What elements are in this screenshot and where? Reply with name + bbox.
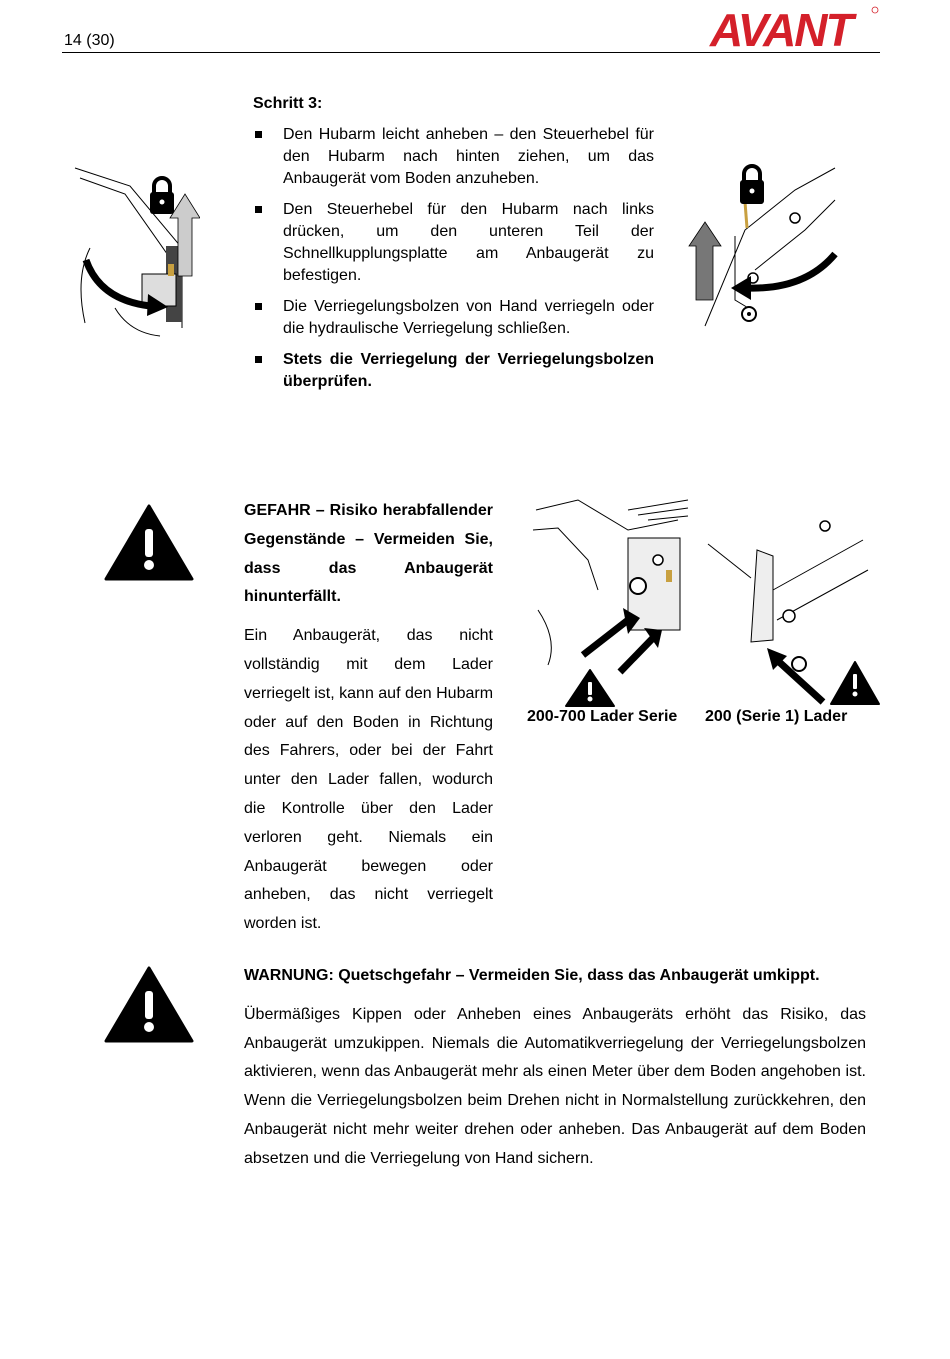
list-item: Die Verriegelungsbolzen von Hand verriegeln oder die hydraulische Verriegelung schließen. bbox=[253, 296, 654, 340]
danger-title: GEFAHR – Risiko herabfallender Gegenstände – Vermeiden Sie, dass das Anbaugerät hinunterfällt. bbox=[244, 502, 493, 606]
list-item: Den Hubarm leicht anheben – den Steuerhebel für den Hubarm nach hinten ziehen, um das Anbaugerät vom Boden anzuheben. bbox=[253, 124, 654, 190]
loader-photo-200-series-1 bbox=[703, 510, 883, 708]
warning-title: WARNUNG: Quetschgefahr – Vermeiden Sie, dass das Anbaugerät umkippt. bbox=[244, 967, 820, 984]
padlock-icon bbox=[740, 166, 764, 204]
lift-illustration-left bbox=[70, 158, 200, 340]
up-arrow-icon bbox=[689, 222, 721, 300]
avant-logo bbox=[706, 4, 882, 50]
logo-text: AVANT bbox=[710, 4, 852, 50]
header-rule bbox=[62, 52, 880, 53]
warning-triangle-icon bbox=[831, 662, 879, 704]
loader-photo-200-700 bbox=[528, 490, 692, 708]
list-item: Den Steuerhebel für den Hubarm nach links drücken, um den unteren Teil der Schnellkupplungsplatte am Anbaugerät zu befestigen. bbox=[253, 199, 654, 287]
danger-body: Ein Anbaugerät, das nicht vollständig mit dem Lader verriegelt ist, kann auf den Hubarm oder auf den Boden in Richtung des Fahrers, oder bei der Fahrt unter den Lader fallen, wodurch die Kontrolle über den Lader verloren geht. Niemals ein Anbaugerät bewegen oder anheben, das nicht verriegelt worden ist. bbox=[244, 627, 494, 933]
bullet-square-icon bbox=[255, 206, 262, 213]
bullet-square-icon bbox=[255, 356, 262, 363]
lift-illustration-right bbox=[685, 160, 845, 332]
caption-200-series-1: 200 (Serie 1) Lader bbox=[705, 708, 848, 725]
curved-arrow-icon bbox=[747, 254, 835, 288]
danger-section bbox=[244, 497, 493, 939]
caption-200-700: 200-700 Lader Serie bbox=[527, 708, 678, 725]
step-title: Schritt 3: bbox=[253, 95, 323, 112]
curved-arrow-icon bbox=[86, 260, 150, 306]
step-bullet-list bbox=[253, 124, 654, 402]
bullet-square-icon bbox=[255, 131, 262, 138]
warning-triangle-icon bbox=[104, 503, 194, 581]
padlock-icon bbox=[150, 178, 174, 214]
page-number: 14 (30) bbox=[64, 32, 115, 49]
bullet-square-icon bbox=[255, 303, 262, 310]
warning-triangle-icon bbox=[104, 965, 194, 1043]
warning-triangle-icon bbox=[566, 670, 614, 706]
warning-section bbox=[244, 962, 866, 1174]
warning-body: Übermäßiges Kippen oder Anheben eines Anbaugeräts erhöht das Risiko, das Anbaugerät umzukippen. Niemals die Automatikverriegelung der Verriegelungsbolzen aktivieren, wenn das Anbaugerät mehr als einen Meter über dem Boden angehoben ist. Wenn die Verriegelungsbolzen beim Drehen nicht in Normalstellung zurückkehren, den Anbaugerät nicht mehr weiter drehen oder anheben. Das Anbaugerät auf dem Boden absetzen und die Verriegelung von Hand sichern. bbox=[244, 1005, 866, 1167]
list-item: Stets die Verriegelung der Verriegelungsbolzen überprüfen. bbox=[253, 349, 654, 393]
